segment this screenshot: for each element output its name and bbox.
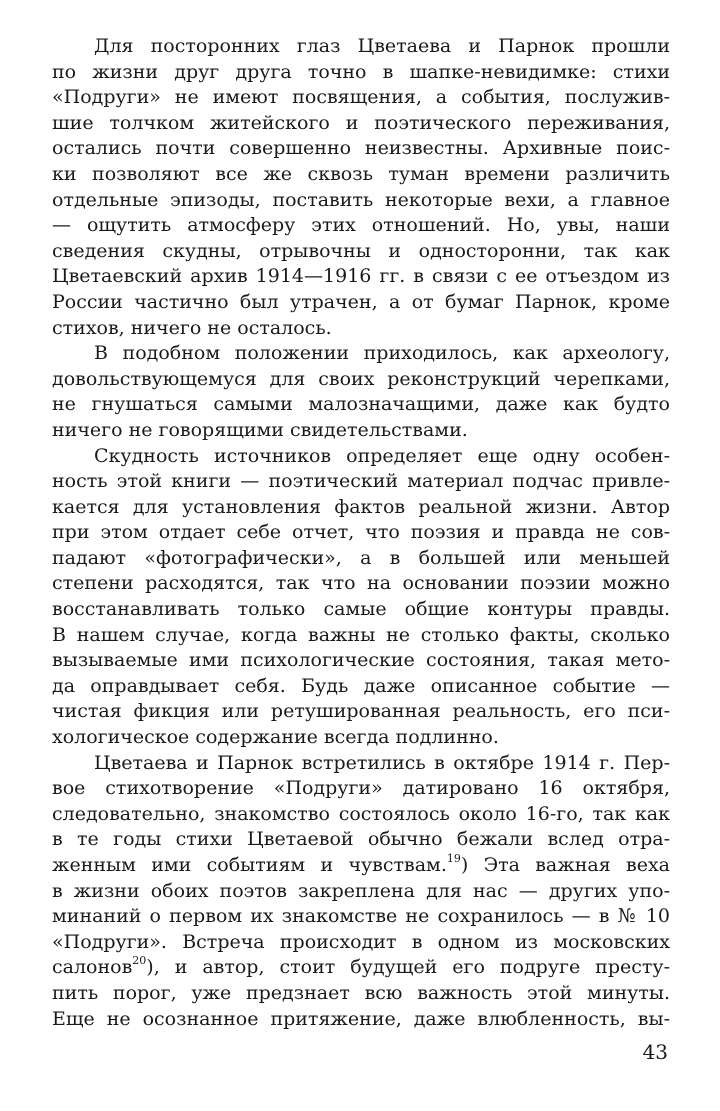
text-line: при этом отдает себе отчет, что поэзия и правда не сов- [52, 521, 670, 544]
text-line: Еще не осознанное притяжение, даже влюбленность, вы- [52, 1007, 670, 1030]
text-line: Скудность источников определяет еще одну особен- [94, 444, 670, 467]
text-fragment: женным ими событиям и чувствам. [52, 854, 447, 876]
text-line: ничего не говорящими свидетельствами. [52, 418, 468, 441]
text-line: Для посторонних глаз Цветаева и Парнок прошли [94, 35, 670, 57]
text-line: минаний о первом их знакомстве не сохранилось — в № 10 [52, 905, 670, 928]
paragraph-3 [52, 444, 670, 751]
paragraph-2 [52, 341, 670, 443]
text-line: вызываемые ими психологические состояния, такая мето- [52, 649, 670, 672]
text-line: ность этой книги — поэтический материал подчас привле- [52, 470, 670, 493]
text-line: по жизни друг друга точно в шапке-невидимке: стихи [52, 60, 670, 83]
text-line: кается для установления фактов реальной жизни. Автор [52, 495, 670, 518]
text-line-with-footnote [52, 853, 670, 879]
text-line: «Подруги». Встреча происходит в одном из московских [52, 930, 670, 953]
book-page [52, 34, 670, 1032]
text-line: пить порог, уже предзнает всю важность этой минуты. [52, 981, 670, 1004]
footnote-ref-20: 20 [132, 955, 147, 968]
text-line: да оправдывает себя. Будь даже описанное событие — [52, 674, 670, 697]
page-number: 43 [642, 1040, 668, 1064]
text-line: падают «фотографически», а в большей или меньшей [52, 546, 670, 569]
text-line: степени расходятся, так что на основании поэзии можно [52, 572, 670, 595]
text-line: В подобном положении приходилось, как археологу, [94, 342, 670, 365]
text-line: — ощутить атмосферу этих отношений. Но, увы, наши [52, 214, 670, 237]
text-line: стихов, ничего не осталось. [52, 316, 332, 339]
text-line: в жизни обоих поэтов закреплена для нас — других упо- [52, 879, 670, 902]
text-line: не гнушаться самыми малозначащими, даже как будто [52, 393, 670, 416]
text-line: следовательно, знакомство состоялось около 16-го, так как [52, 802, 670, 825]
text-line: сведения скудны, отрывочны и односторонни, так как [52, 239, 670, 262]
text-line-with-footnote [52, 955, 670, 981]
paragraph-1 [52, 34, 670, 341]
footnote-ref-19: 19 [446, 853, 461, 865]
text-line: чистая фикция или ретушированная реальность, его пси- [52, 700, 670, 723]
text-line: В нашем случае, когда важны не столько факты, сколько [52, 623, 670, 646]
text-line: в те годы стихи Цветаевой обычно бежали вслед отра- [52, 828, 670, 851]
text-line: России частично был утрачен, а от бумаг Парнок, кроме [52, 290, 670, 313]
text-line: Цветаева и Парнок встретились в октябре 1914 г. Пер- [94, 751, 670, 774]
text-line: Цветаевский архив 1914—1916 гг. в связи с ее отъездом из [52, 265, 670, 288]
text-line: отдельные эпизоды, поставить некоторые вехи, а главное [52, 188, 670, 211]
text-fragment: салонов [52, 956, 133, 979]
paragraph-4 [52, 751, 670, 1033]
text-line: вое стихотворение «Подруги» датировано 16 октября, [52, 777, 670, 800]
text-line: остались почти совершенно неизвестны. Архивные поис- [52, 137, 670, 160]
text-line: ки позволяют все же сквозь туман времени различить [52, 162, 670, 185]
text-line: хологическое содержание всегда подлинно. [52, 726, 499, 749]
text-fragment: ), и автор, стоит будущей его подруге престу- [146, 956, 670, 979]
text-fragment: ) Эта важная веха [460, 854, 670, 876]
text-line: шие толчком житейского и поэтического переживания, [52, 111, 670, 134]
text-line: «Подруги» не имеют посвящения, а события, послужив- [52, 86, 670, 109]
text-line: восстанавливать только самые общие контуры правды. [52, 598, 670, 621]
text-line: довольствующемуся для своих реконструкций черепками, [52, 367, 670, 390]
